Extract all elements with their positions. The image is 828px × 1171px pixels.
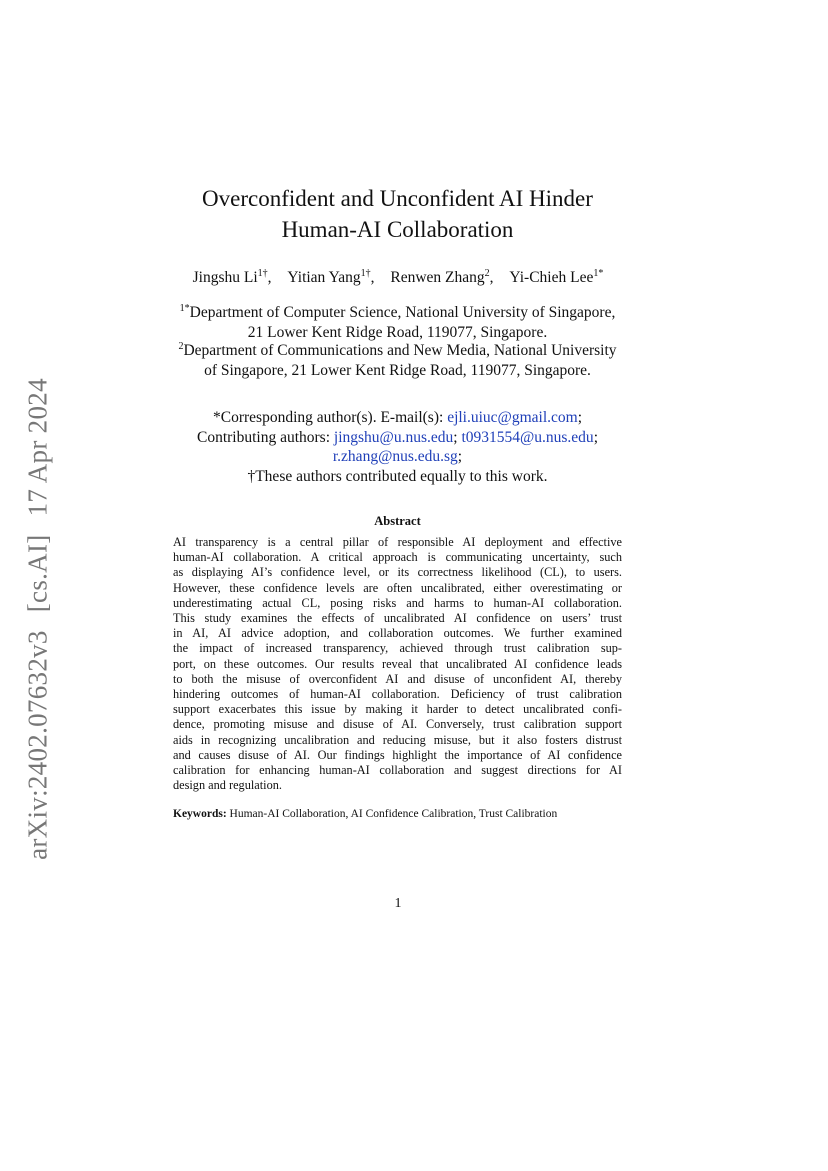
page-number: 1 [394,896,402,911]
arxiv-id: arXiv:2402.07632v3 [22,630,53,860]
contact-info: *Corresponding author(s). E-mail(s): ejli.uiuc@gmail.com; Contributing authors: jingshu@u.nus.edu; t0931554@u.nus.edu; r.zhang@nus.edu.sg; †These authors contributed equally to this work. [150,408,645,486]
abstract-heading: Abstract [374,514,421,528]
affiliation-line: Department of Computer Science, National University of Singapore, [189,304,616,322]
keywords [173,808,633,820]
arxiv-date: 17 Apr 2024 [22,378,53,517]
abstract-line: dence, promoting misuse and disuse of AI. Conversely, trust calibration support [173,717,622,732]
abstract-line: the impact of increased transparency, achieved through trust calibration sup- [173,641,622,656]
author-list [120,268,676,287]
abstract-line: support exacerbates this issue by making it harder to detect uncalibrated confi- [173,702,622,717]
affiliation [150,337,645,381]
abstract-line: calibration for enhancing human-AI collaboration and suggest directions for AI [173,763,622,778]
author: Jingshu $Li^{1\dagger}$, [192,268,272,287]
keywords-text: Human-AI Collaboration, AI Confidence Calibration, Trust Calibration [229,808,558,820]
author-name: Renwen Zhang [390,269,485,287]
author-affil-mark: 2 [484,268,490,279]
author-name: Jingshu Li [192,269,258,287]
email-link[interactable]: t0931554@u.nus.edu [461,428,594,446]
author: Yitian Yang$^{1\dagger}$, [287,268,375,287]
corresponding-label: *Corresponding author(s). E-mail(s): [213,409,448,426]
abstract-line: port, on these outcomes. Our results reveal that uncalibrated AI confidence leads [173,656,622,671]
abstract-line: AI transparency is a central pillar of responsible AI deployment and effective [173,535,622,549]
paper-title [150,183,645,245]
author-affil-mark: 1* [593,268,604,279]
email-link[interactable]: ejli.uiuc@gmail.com [447,409,578,426]
contributing-label: Contributing authors: [196,428,334,446]
abstract-line: and causes disuse of AI. Our findings highlight the importance of AI confidence [173,747,622,762]
author-affil-mark: 1† [360,268,371,279]
abstract-line: However, these confidence levels are often uncalibrated, either overestimating or [173,580,622,595]
keywords-label: Keywords: [173,808,227,820]
author [509,269,603,286]
affiliation-mark: 2 [178,341,184,352]
abstract-line: to both the misuse of overconfident AI and disuse of unconfident AI, thereby [173,671,622,686]
abstract-line: design and regulation. [173,778,282,793]
abstract-body [173,535,622,793]
author-affil-mark: 1† [257,268,268,279]
affiliation-line: of Singapore, 21 Lower Kent Ridge Road, 119077, Singapore. [204,362,591,380]
abstract-line: human-AI collaboration. A critical approach is communicating uncertainty, such [173,550,622,565]
author: Renwen Zhang$^2$, [390,268,494,287]
abstract-line: This study examines the effects of uncalibrated AI confidence on users’ trust [173,611,622,626]
abstract-line: in AI, AI advice adoption, and collaboration outcomes. We further examined [173,626,622,641]
arxiv-category: [cs.AI] [22,534,53,613]
abstract-line: hindering outcomes of human-AI collaboration. Deficiency of trust calibration [173,687,622,702]
affiliation-mark: 1* [179,303,190,314]
equal-contribution-note: †These authors contributed equally to this work. [247,467,548,485]
email-link[interactable]: jingshu@u.nus.edu [333,428,454,446]
title-line: Human-AI Collaboration [281,217,514,242]
abstract-line: as displaying AI’s confidence level, or its correctness likelihood (CL), to users. [173,565,622,580]
email-link[interactable]: r.zhang@nus.edu.sg [332,448,458,465]
title-line: Overconfident and Unconfident AI Hinder [202,186,593,211]
abstract-line: underestimating actual CL, posing risks and harms to human-AI collaboration. [173,595,622,610]
affiliation-line: Department of Communications and New Media, National University [183,342,617,360]
author-name: Yitian Yang [287,269,361,287]
abstract-line: aids in recognizing uncalibration and reducing misuse, but it also fosters distrust [173,732,622,747]
author-name: Yi-Chieh Lee [509,269,594,287]
affiliation-line: 21 Lower Kent Ridge Road, 119077, Singapore. [247,324,548,342]
arxiv-side-stamp [23,360,54,860]
